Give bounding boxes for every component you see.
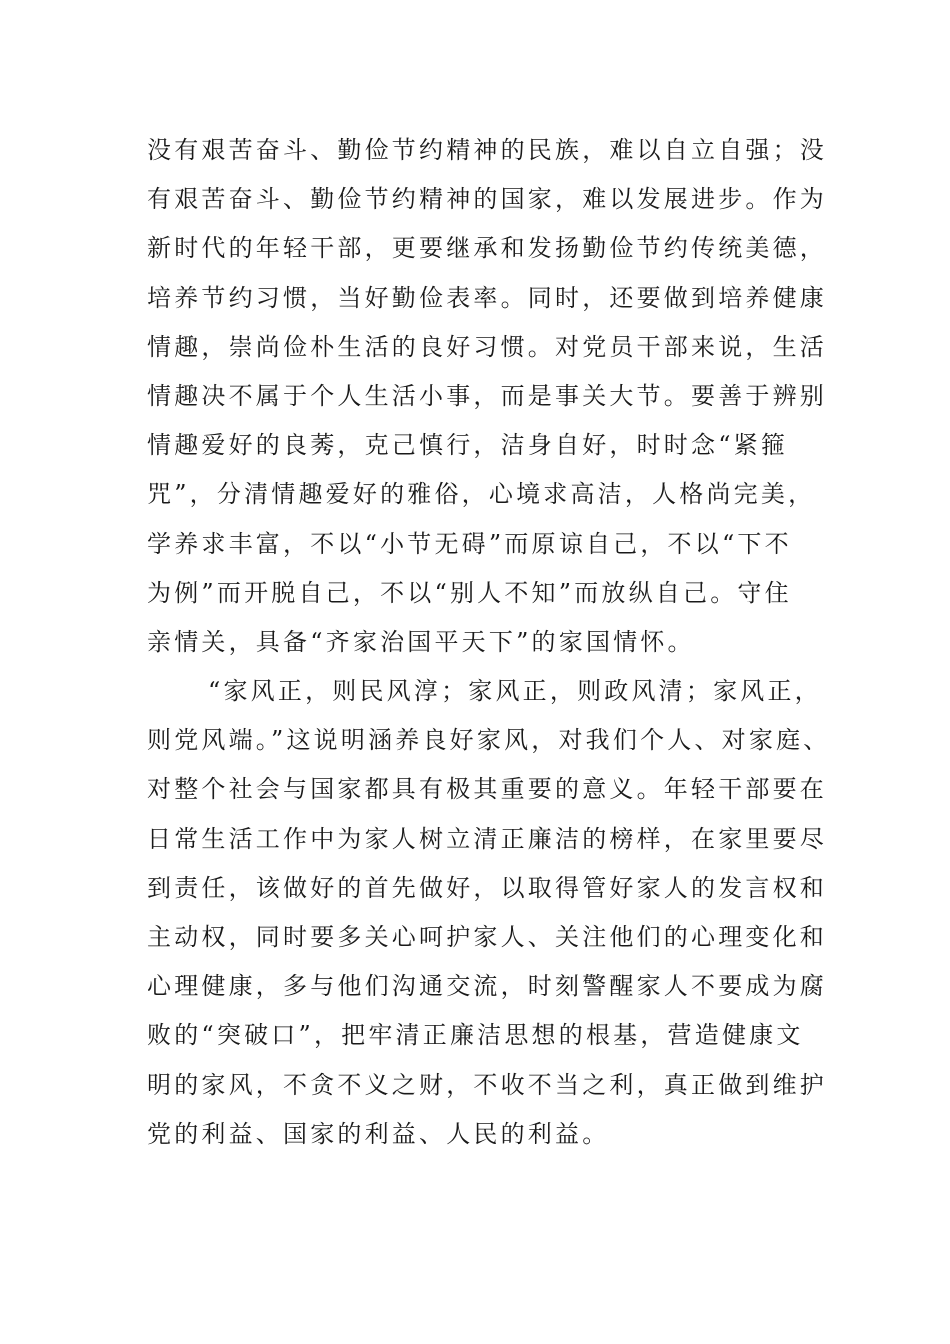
- text-line: 情趣，崇尚俭朴生活的良好习惯。对党员干部来说，生活: [147, 332, 827, 361]
- paragraph-2: [147, 667, 831, 1159]
- text-line: 明的家风，不贪不义之财，不收不当之利，真正做到维护: [147, 1070, 827, 1099]
- text-line: 到责任，该做好的首先做好，以取得管好家人的发言权和: [147, 873, 827, 902]
- text-line: 则党风端。”这说明涵养良好家风，对我们个人、对家庭、: [147, 726, 831, 755]
- text-line: 有艰苦奋斗、勤俭节约精神的国家，难以发展进步。作为: [147, 185, 827, 214]
- text-line: 为例”而开脱自己，不以“别人不知”而放纵自己。守住: [147, 578, 792, 607]
- text-line: 主动权，同时要多关心呵护家人、关注他们的心理变化和: [147, 923, 827, 951]
- text-line: 没有艰苦奋斗、勤俭节约精神的民族，难以自立自强；没: [147, 136, 827, 164]
- text-line: 咒”，分清情趣爱好的雅俗，心境求高洁，人格尚完美，: [147, 480, 816, 509]
- body-text: [147, 126, 831, 1159]
- paragraph-1: [147, 126, 827, 667]
- text-line: 培养节约习惯，当好勤俭表率。同时，还要做到培养健康: [147, 283, 827, 312]
- text-line: 情趣爱好的良莠，克己慎行，洁身自好，时时念“紧箍: [147, 431, 789, 460]
- text-line: 败的“突破口”，把牢清正廉洁思想的根基，营造健康文: [147, 1021, 804, 1050]
- text-line: 亲情关，具备“齐家治国平天下”的家国情怀。: [147, 627, 695, 656]
- text-line: “家风正，则民风淳；家风正，则政风清；家风正，: [208, 677, 822, 706]
- text-line: 学养求丰富，不以“小节无碍”而原谅自己，不以“下不: [147, 529, 792, 558]
- text-line: 心理健康，多与他们沟通交流，时刻警醒家人不要成为腐: [147, 972, 827, 1001]
- text-line: 情趣决不属于个人生活小事，而是事关大节。要善于辨别: [147, 381, 827, 410]
- text-line: 对整个社会与国家都具有极其重要的意义。年轻干部要在: [147, 775, 827, 804]
- text-line: 新时代的年轻干部，更要继承和发扬勤俭节约传统美德，: [147, 234, 827, 263]
- text-line: 日常生活工作中为家人树立清正廉洁的榜样，在家里要尽: [147, 824, 827, 853]
- text-line: 党的利益、国家的利益、人民的利益。: [147, 1119, 610, 1148]
